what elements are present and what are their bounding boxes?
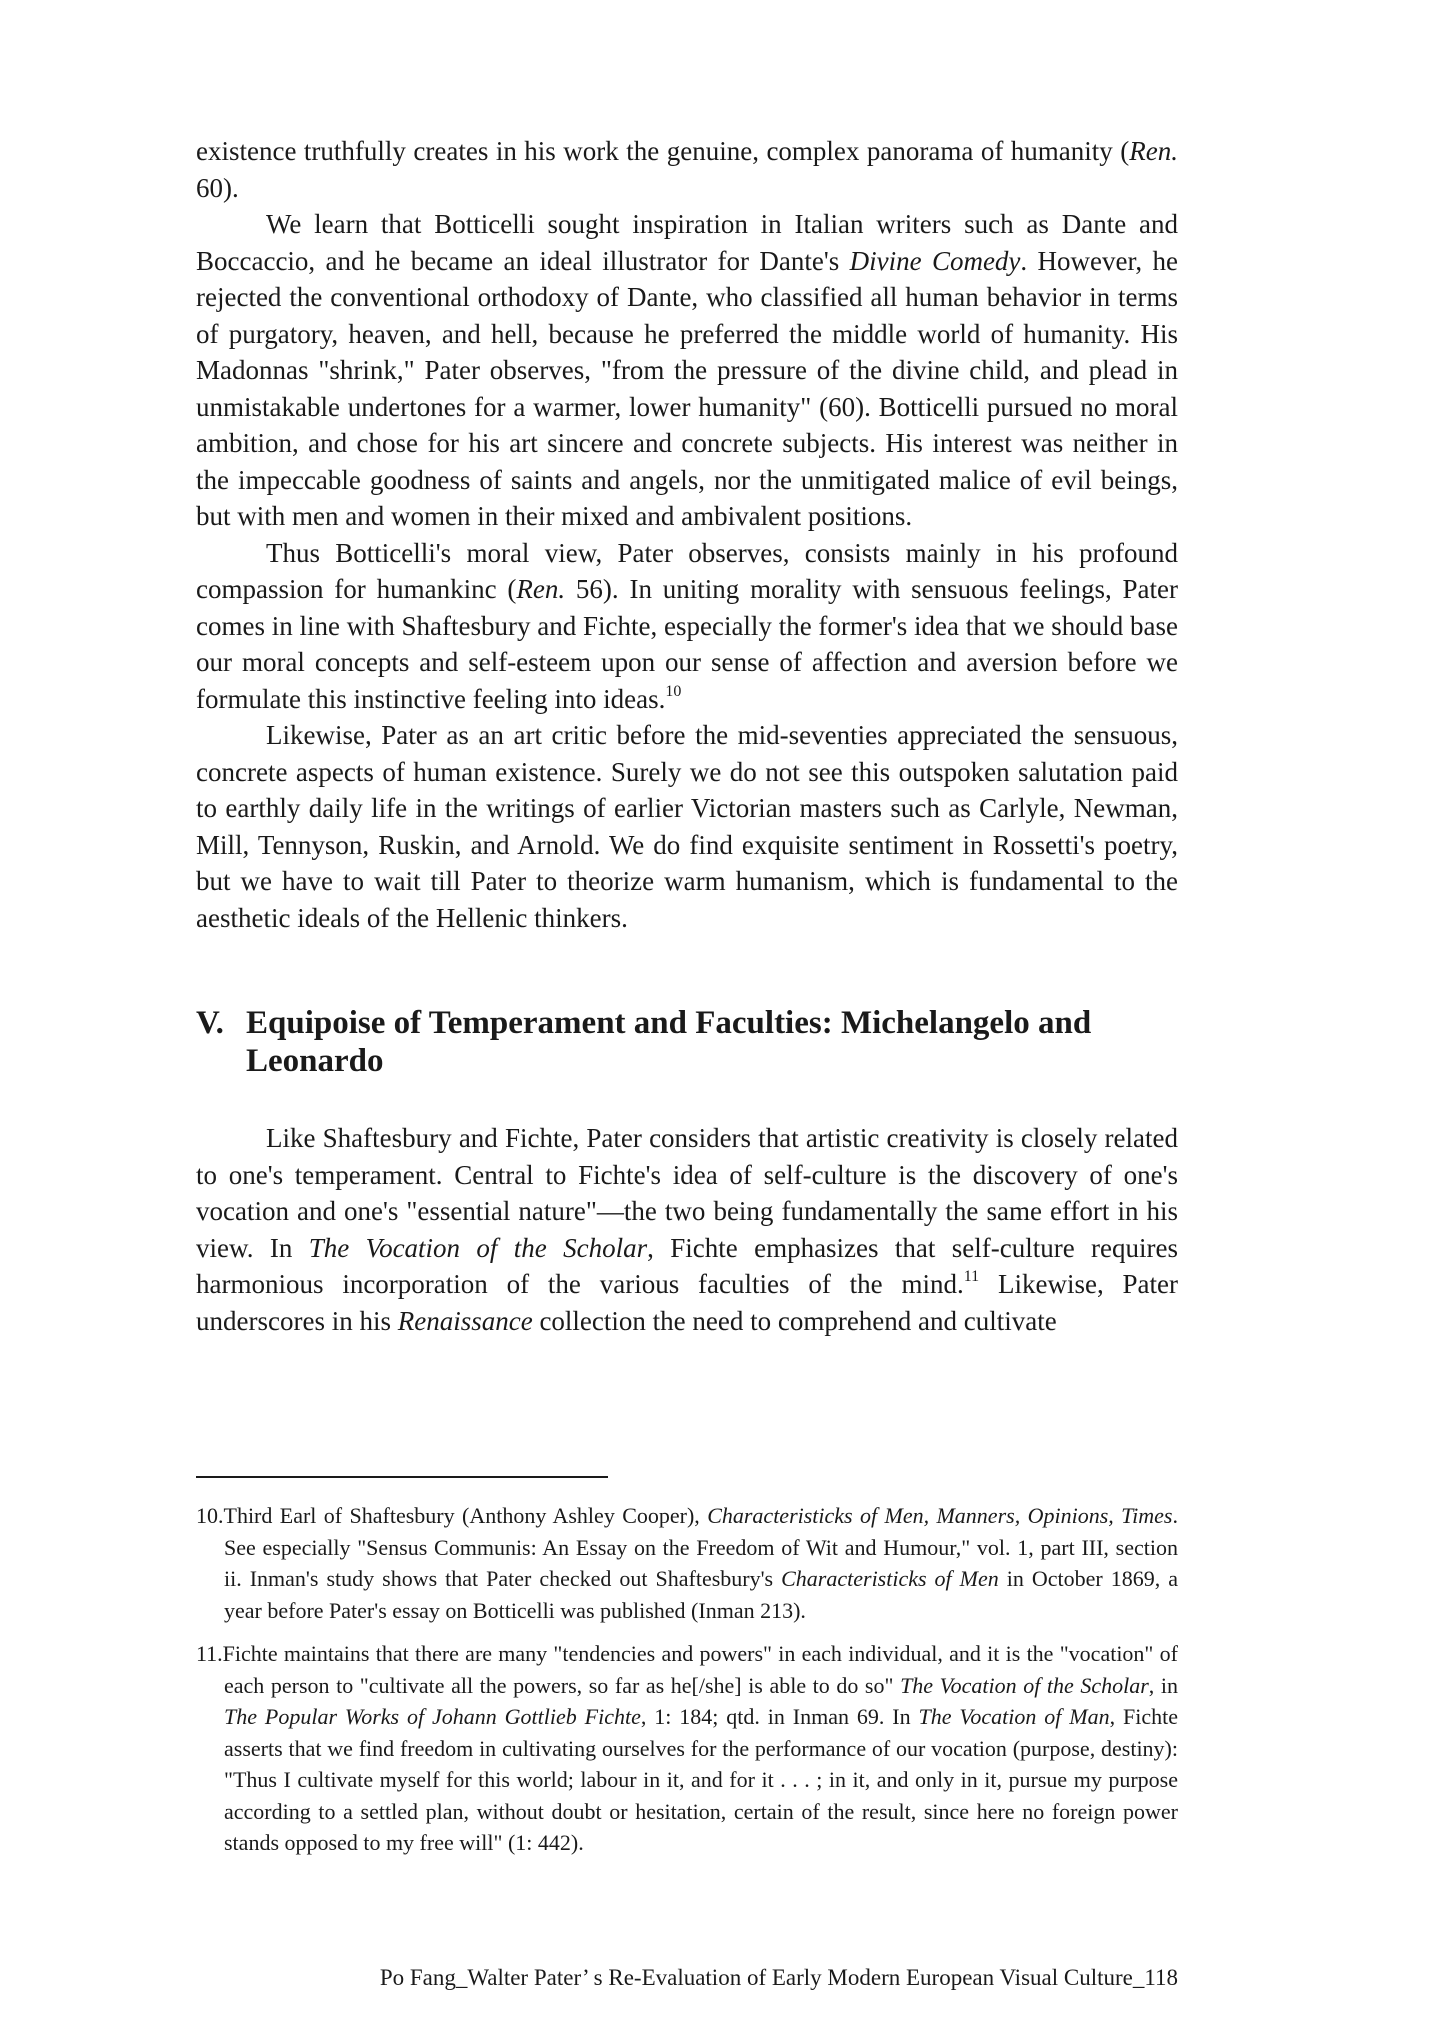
footnote-10: 10.Third Earl of Shaftesbury (Anthony Ashley Cooper), Characteristicks of Men, Manners, Opinions, Times. See especially "Sensus Communis: An Essay on the Freedom of Wit and Humour," vol. 1, part III, section ii. Inman's study shows that Pater checked out Shaftesbury's Characteristicks of Men in October 1869, a year before Pater's essay on Botticelli was published (Inman 213).: [196, 1503, 1178, 1623]
paragraph-3: Thus Botticelli's moral view, Pater observes, consists mainly in his profound compassion for humankinc (Ren. 56). In uniting morality with sensuous feelings, Pater comes in line with Shaftesbury and Fichte, especially the former's idea that we should base our moral concepts and self-esteem upon our sense of affection and aversion before we formulate this instinctive feeling into ideas.$^{10}$: [196, 537, 1178, 714]
paragraph-2: We learn that Botticelli sought inspiration in Italian writers such as Dante and Boccaccio, and he became an ideal illustrator for Dante's Divine Comedy. However, he rejected the conventional orthodoxy of Dante, who classified all human behavior in terms of purgatory, heaven, and hell, because he preferred the middle world of humanity. His Madonnas "shrink," Pater observes, "from the pressure of the divine child, and plead in unmistakable undertones for a warmer, lower humanity" (60). Botticelli pursued no moral ambition, and chose for his art sincere and concrete subjects. His interest was neither in the impeccable goodness of saints and angels, nor the unmitigated malice of evil beings, but with men and women in their mixed and ambivalent positions.: [196, 209, 1179, 531]
section-title: Equipoise of Temperament and Faculties: Michelangelo and Leonardo: [246, 1005, 1092, 1079]
section-number: V.: [196, 1005, 224, 1041]
paragraph-5: Like Shaftesbury and Fichte, Pater considers that artistic creativity is closely related to one's temperament. Central to Fichte's idea of self-culture is the discovery of one's vocation and one's "essential nature"—the two being fundamentally the same effort in his view. In The Vocation of the Scholar, Fichte emphasizes that self-culture requires harmonious incorporation of the various faculties of the mind.$^{11}$ Likewise, Pater underscores in his Renaissance collection the need to comprehend and cultivate: [196, 1123, 1179, 1336]
body-text-lower: [196, 1120, 1178, 1339]
footnotes: [196, 1500, 1178, 1871]
footnote-divider: [196, 1476, 608, 1478]
section-heading: [196, 1004, 1178, 1080]
footnote-11: 11.Fichte maintains that there are many "tendencies and powers" in each individual, and it is the "vocation" of each person to "cultivate all the powers, so far as he[/she] is able to do so" The Vocation of the Scholar, in The Popular Works of Johann Gottlieb Fichte, 1: 184; qtd. in Inman 69. In The Vocation of Man, Fichte asserts that we find freedom in cultivating ourselves for the performance of our vocation (purpose, destiny): "Thus I cultivate myself for this world; labour in it, and for it . . . ; in it, and only in it, pursue my purpose according to a settled plan, without doubt or hesitation, certain of the result, since here no foreign power stands opposed to my free will" (1: 442).: [196, 1641, 1178, 1855]
footnote-ref-10[interactable]: 10: [665, 682, 682, 700]
body-text-upper: [196, 133, 1178, 936]
footnote-ref-11[interactable]: 11: [963, 1268, 980, 1285]
paragraph-4: Likewise, Pater as an art critic before the mid-seventies appreciated the sensuous, concrete aspects of human existence. Surely we do not see this outspoken salutation paid to earthly daily life in the writings of earlier Victorian masters such as Carlyle, Newman, Mill, Tennyson, Ruskin, and Arnold. We do find exquisite sentiment in Rossetti's poetry, but we have to wait till Pater to theorize warm humanism, which is fundamental to the aesthetic ideals of the Hellenic thinkers.: [196, 720, 1178, 933]
paragraph-1: existence truthfully creates in his work the genuine, complex panorama of humanity (Ren. 60).: [196, 136, 1178, 203]
page-footer: Po Fang_Walter Pater’ s Re-Evaluation of Early Modern European Visual Culture_118: [379, 1965, 1178, 1990]
